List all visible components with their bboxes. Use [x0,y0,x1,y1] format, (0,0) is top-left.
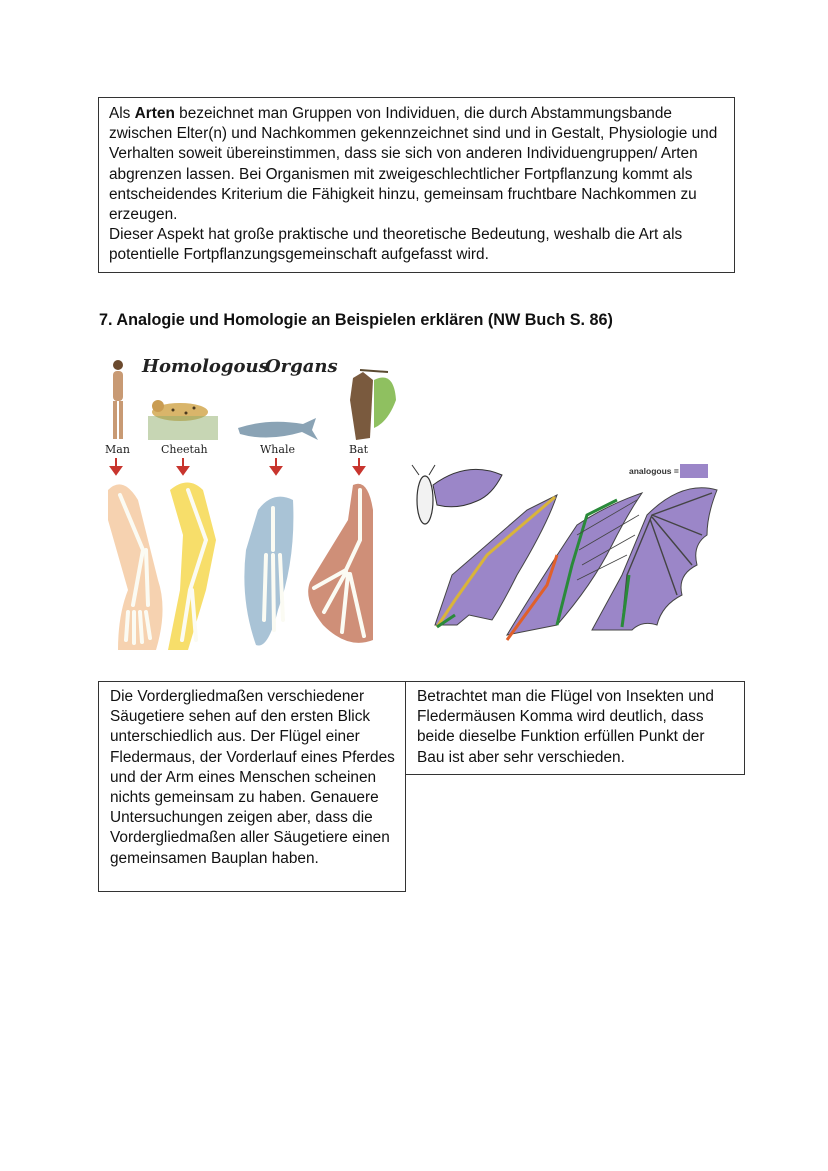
homologous-title: Homologous [142,356,269,377]
bat-wing-outline [308,484,373,643]
down-arrows [111,458,364,474]
analogous-legend-swatch [680,464,708,478]
man-figure [113,360,123,439]
homology-explanation: Die Vordergliedmaßen verschiedener Säugetiere sehen auf den ersten Blick unterschiedlich aus. Der Flügel einer Fledermaus, der Vorderlauf eines Pferdes und der Arm eines Menschen scheinen nichts gemeinsam zu haben. Genauere Untersuchungen zeigen aber, dass die Vordergliedmaßen aller Säugetiere einen gemeinsamen Bauplan haben. [98,681,406,892]
label-bat: Bat [349,443,369,456]
cheetah-leg-outline [168,483,216,651]
analogous-wings-figure [407,455,727,655]
whale-figure [238,418,318,440]
definition-second: Dieser Aspekt hat große praktische und theoretische Bedeutung, weshalb die Art als potentielle Fortpflanzungsgemeinschaft aufgefasst wird. [109,226,683,264]
label-cheetah: Cheetah [161,443,208,456]
label-man: Man [105,443,130,456]
definition-text: bezeichnet man Gruppen von Individuen, die durch Abstammungsbande zwischen Elter(n) und Nachkommen gekennzeichnet sind und in Gestalt, Physiologie und Verhalten soweit übereinstimmen, dass sie sich von anderen Individuengruppen/ Arten abgrenzen lassen. Bei Organismen mit zweigeschlechtlicher Fortpflanzung kommt als entscheidendes Kriterium die Fähigkeit hinzu, gemeinsam fruchtbare Nachkommen zu erzeugen. [109,105,718,224]
bat-figure [350,370,396,440]
analogous-legend-label: analogous = [629,466,679,476]
section-heading: 7. Analogie und Homologie an Beispielen erklären (NW Buch S. 86) [99,311,613,329]
organs-title: Organs [265,356,338,377]
cheetah-figure [148,400,218,440]
insect-figure [412,465,502,524]
label-whale: Whale [260,443,295,456]
definition-term: Arten [134,105,175,122]
whale-flipper-outline [244,497,293,646]
definition-box [98,97,735,273]
definition-prefix: Als [109,105,135,122]
homologous-organs-figure [98,350,400,660]
analogy-explanation: Betrachtet man die Flügel von Insekten und Fledermäusen Komma wird deutlich, dass beide dieselbe Funktion erfüllen Punkt der Bau ist aber sehr verschieden. [405,681,745,775]
